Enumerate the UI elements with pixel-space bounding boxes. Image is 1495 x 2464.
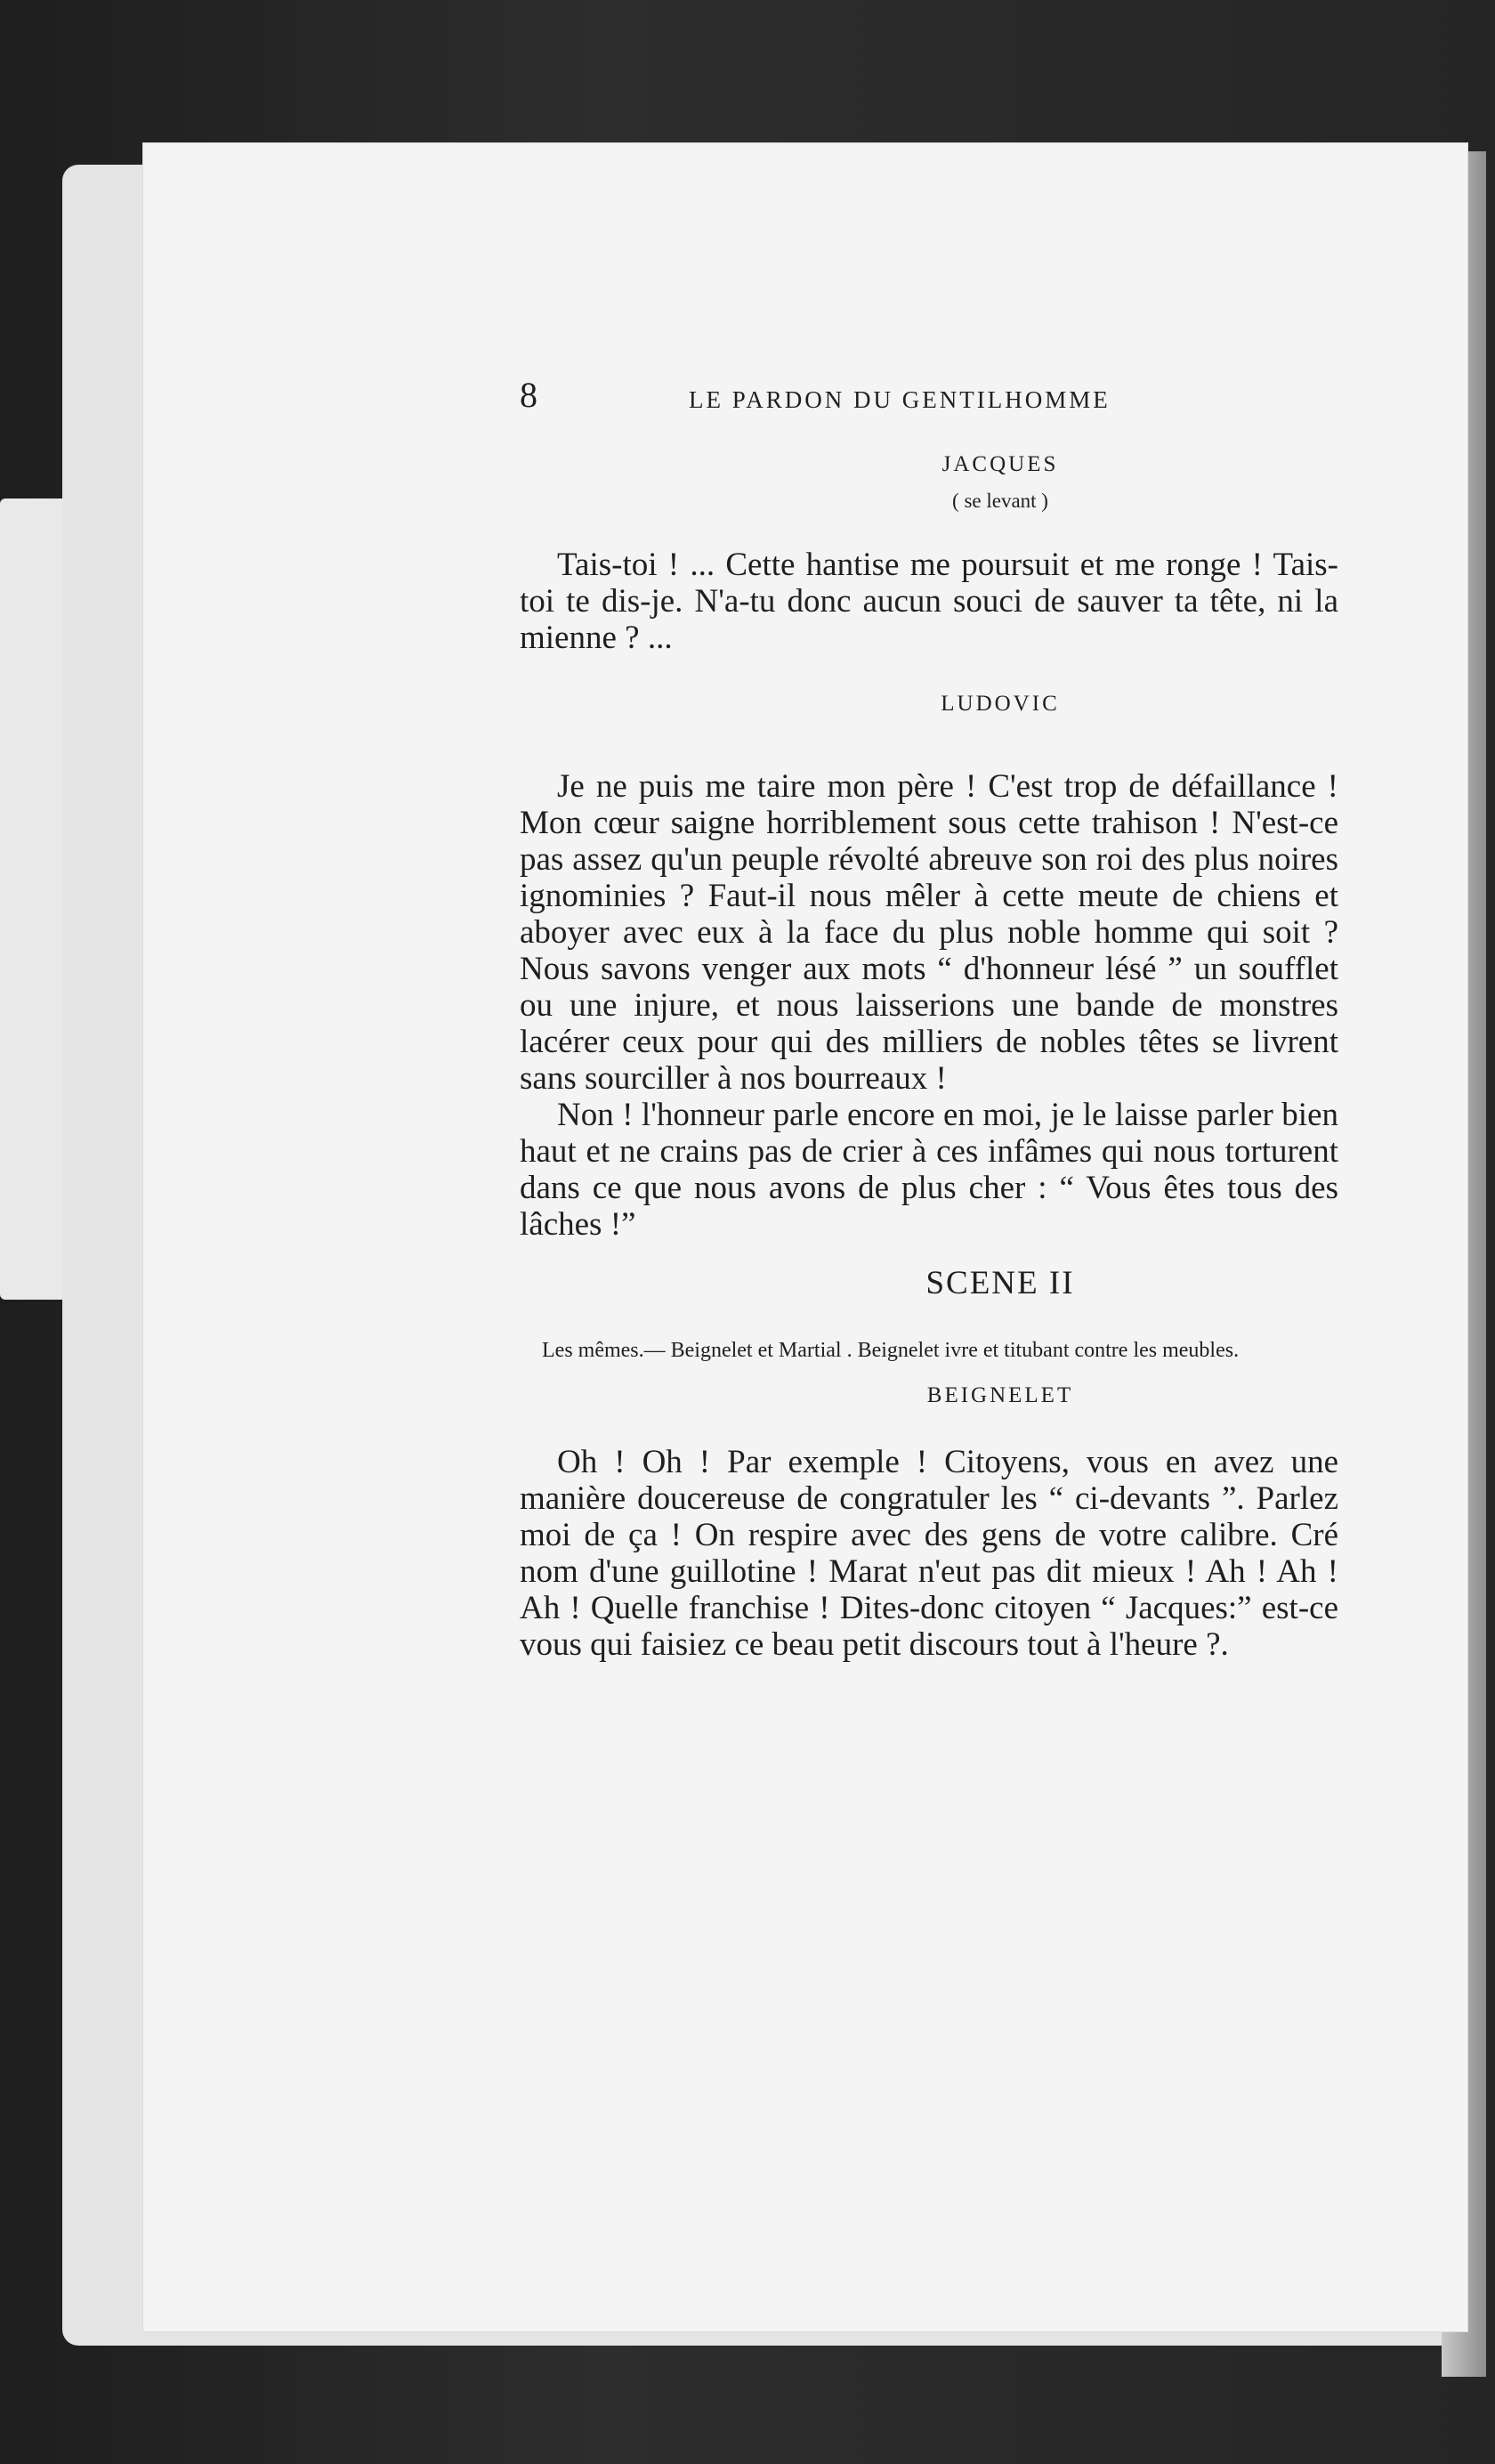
speech-paragraph: Non ! l'honneur parle encore en moi, je le laisse parler bien haut et ne crains pas de crier à ces infâmes qui nous torturent dans ce que nous avons de plus cher : “ Vous êtes tous des lâches !” xyxy=(520,1097,1338,1243)
running-head xyxy=(520,374,1338,427)
previous-page-edge xyxy=(0,498,67,1300)
speech-paragraph: Tais-toi ! ... Cette hantise me poursuit et me ronge ! Tais-toi te dis-je. N'a-tu donc aucun souci de sauver ta tête, ni la mienne ? ... xyxy=(520,547,1338,656)
page-number: 8 xyxy=(520,375,537,415)
speech-ludovic xyxy=(520,768,1338,1243)
speech-beignelet xyxy=(520,1444,1338,1663)
stage-note: Les mêmes.— Beignelet et Martial . Beignelet ivre et titubant contre les meubles. xyxy=(542,1339,1240,1362)
speaker-jacques: JACQUES xyxy=(941,452,1059,476)
speech-paragraph: Oh ! Oh ! Par exemple ! Citoyens, vous en avez une manière doucereuse de congratuler les “ ci-devants ”. Parlez moi de ça ! On respire avec des gens de votre calibre. Cré nom d'une guillotine ! Marat n'eut pas dit mieux ! Ah ! Ah ! Ah ! Quelle franchise ! Dites-donc citoyen “ Jacques:” est-ce vous qui faisiez ce beau petit discours tout à l'heure ?. xyxy=(520,1444,1338,1663)
page-content xyxy=(520,374,1338,1663)
speech-paragraph: Je ne puis me taire mon père ! C'est trop de défaillance ! Mon cœur saigne horriblement sous cette trahison ! N'est-ce pas assez qu'un peuple révolté abreuve son roi des plus noires ignominies ? Faut-il nous mêler à cette meute de chiens et aboyer avec eux à la face du plus noble homme qui soit ? Nous savons venger aux mots “ d'honneur lésé ” un soufflet ou une injure, et nous laisserions une bande de monstres lacérer ceux pour qui des milliers de nobles têtes se livrent sans sourciller à nos bourreaux ! xyxy=(520,768,1338,1097)
scene-title: SCENE II xyxy=(925,1265,1075,1301)
speech-jacques xyxy=(520,547,1338,656)
running-title: LE PARDON DU GENTILHOMME xyxy=(689,386,1111,413)
stage-direction: ( se levant ) xyxy=(952,490,1048,512)
speaker-beignelet: BEIGNELET xyxy=(926,1383,1074,1407)
speaker-ludovic: LUDOVIC xyxy=(941,692,1060,716)
